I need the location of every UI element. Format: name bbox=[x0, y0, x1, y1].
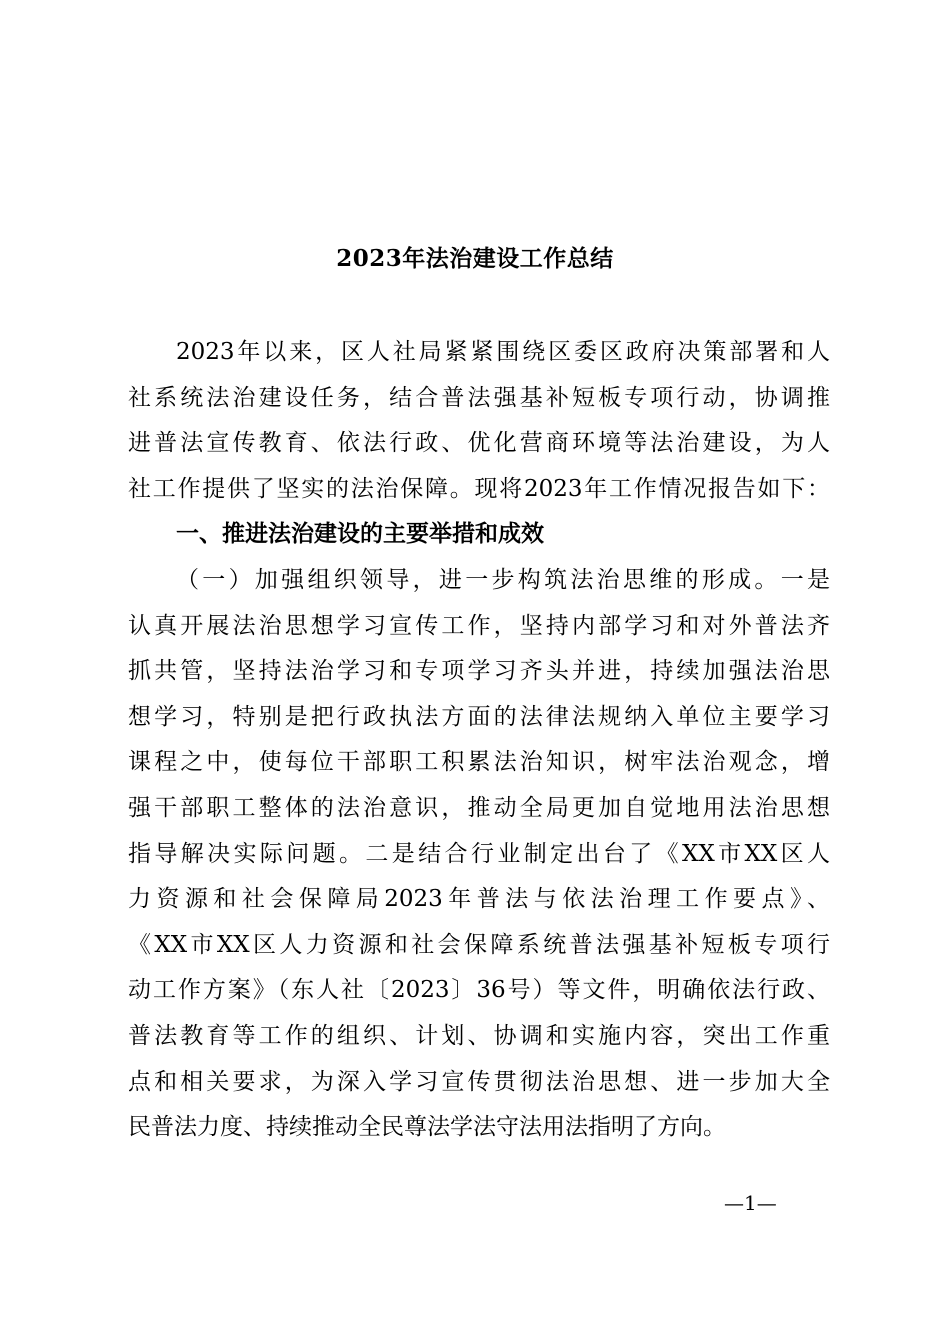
paragraph-line: （一）加强组织领导，进一步构筑法治思维的形成。一是 bbox=[176, 566, 830, 593]
paragraph-line: 民普法力度、持续推动全民尊法学法守法用法指明了方向。 bbox=[128, 1114, 726, 1141]
paragraph-line: 普法教育等工作的组织、计划、协调和实施内容，突出工作重 bbox=[128, 1022, 830, 1049]
document-body bbox=[128, 330, 830, 1151]
paragraph-line: 强干部职工整体的法治意识，推动全局更加自觉地用法治思想 bbox=[128, 794, 830, 821]
page-number: —1— bbox=[724, 1191, 777, 1215]
paragraph-line: 点和相关要求，为深入学习宣传贯彻法治思想、进一步加大全 bbox=[128, 1068, 830, 1095]
paragraph-line: 抓共管，坚持法治学习和专项学习齐头并进，持续加强法治思 bbox=[128, 658, 830, 685]
section-heading: 一、推进法治建设的主要举措和成效 bbox=[176, 521, 544, 548]
paragraph-line: 指导解决实际问题。二是结合行业制定出台了《XX市XX区人 bbox=[128, 840, 830, 867]
paragraph-line: 《XX市XX区人力资源和社会保障系统普法强基补短板专项行 bbox=[128, 931, 830, 958]
intro-line: 社系统法治建设任务，结合普法强基补短板专项行动，协调推 bbox=[128, 384, 830, 411]
paragraph-line: 课程之中，使每位干部职工积累法治知识，树牢法治观念，增 bbox=[128, 749, 830, 776]
intro-line: 社工作提供了坚实的法治保障。现将2023年工作情况报告如下： bbox=[128, 475, 830, 502]
intro-line: 进普法宣传教育、依法行政、优化营商环境等法治建设，为人 bbox=[128, 430, 830, 457]
intro-line: 2023年以来，区人社局紧紧围绕区委区政府决策部署和人 bbox=[176, 339, 830, 365]
paragraph-line: 认真开展法治思想学习宣传工作，坚持内部学习和对外普法齐 bbox=[128, 612, 830, 639]
paragraph-line: 动工作方案》（东人社〔2023〕36号）等文件，明确依法行政、 bbox=[128, 977, 830, 1004]
paragraph-line: 力资源和社会保障局2023年普法与依法治理工作要点》、 bbox=[128, 886, 830, 913]
paragraph-line: 想学习，特别是把行政执法方面的法律法规纳入单位主要学习 bbox=[128, 703, 830, 730]
document-title: 2023年法治建设工作总结 bbox=[336, 245, 614, 272]
